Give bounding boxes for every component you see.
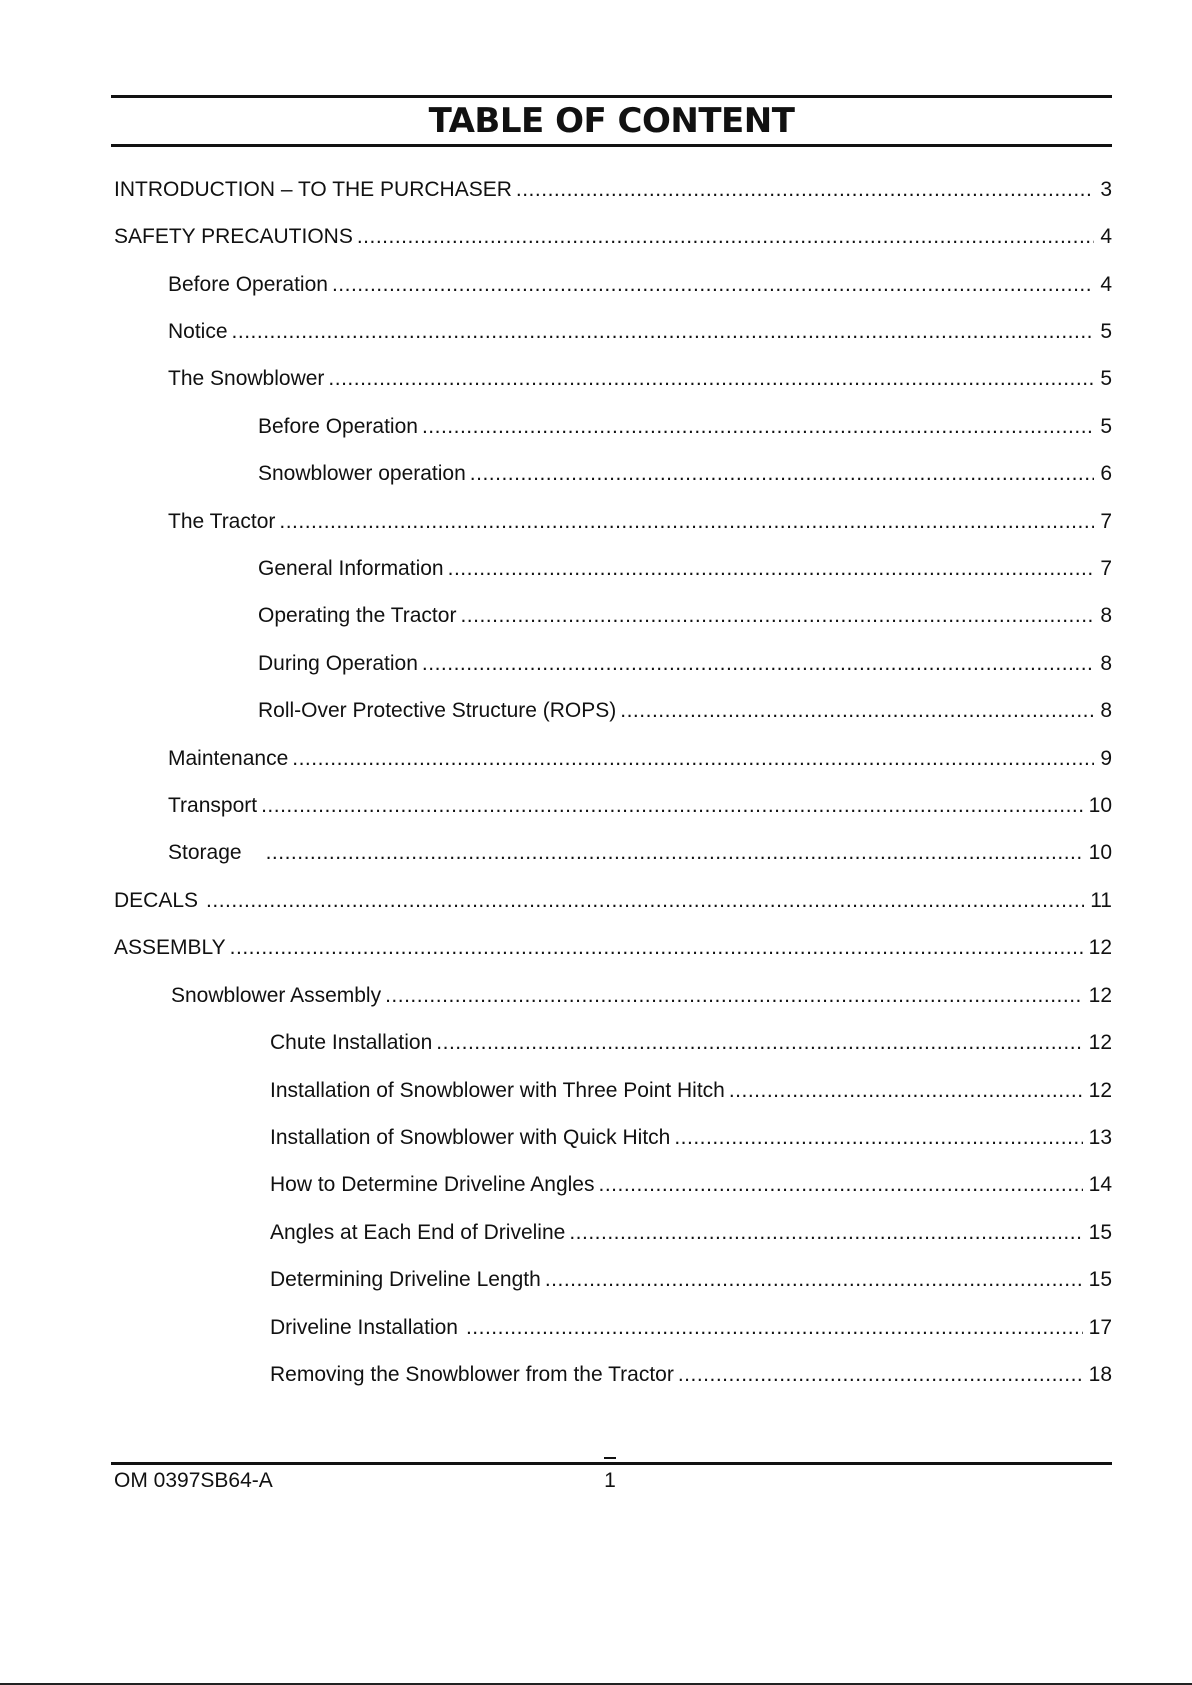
toc-entry-label: Chute Installation — [270, 1031, 433, 1054]
toc-entry[interactable] — [270, 1170, 1112, 1200]
toc-entry-label: Installation of Snowblower with Three Point Hitch — [270, 1079, 725, 1102]
toc-entry[interactable] — [270, 1028, 1112, 1058]
dot-leader — [357, 222, 1094, 252]
toc-entry-label: DECALS — [114, 889, 199, 912]
toc-entry[interactable] — [168, 317, 1112, 347]
toc-entry-label: SAFETY PRECAUTIONS — [114, 225, 353, 248]
dot-leader — [422, 649, 1094, 679]
toc-entry-label: The Snowblower — [168, 367, 325, 390]
toc-entry-label: Installation of Snowblower with Quick Hitch — [270, 1126, 671, 1149]
footer-rule — [111, 1462, 1112, 1465]
toc-entry-label: INTRODUCTION – TO THE PURCHASER — [114, 178, 512, 201]
dot-leader — [448, 554, 1095, 584]
toc-entry-page: 11 — [1090, 889, 1112, 912]
toc-entry-page: 7 — [1100, 510, 1112, 533]
toc-entry[interactable] — [168, 507, 1112, 537]
toc-entry[interactable] — [258, 649, 1112, 679]
toc-entry-page: 14 — [1088, 1173, 1112, 1196]
toc-entry-page: 12 — [1088, 1079, 1112, 1102]
toc-entry[interactable] — [168, 744, 1112, 774]
toc-entry-label: Snowblower Assembly — [171, 984, 382, 1007]
dot-leader — [674, 1123, 1082, 1153]
toc-entry-label: How to Determine Driveline Angles — [270, 1173, 595, 1196]
dot-leader — [729, 1076, 1083, 1106]
toc-entry-label: Removing the Snowblower from the Tractor — [270, 1363, 674, 1386]
toc-entry[interactable] — [258, 696, 1112, 726]
dot-leader — [569, 1218, 1082, 1248]
toc-entry-page: 6 — [1100, 462, 1112, 485]
toc-entry[interactable] — [168, 364, 1112, 394]
dot-leader — [598, 1170, 1082, 1200]
toc-entry-page: 12 — [1088, 936, 1112, 959]
toc-entry-page: 7 — [1100, 557, 1112, 580]
dot-leader — [206, 886, 1084, 916]
toc-entry-page: 18 — [1088, 1363, 1112, 1386]
toc-entry[interactable] — [270, 1360, 1112, 1390]
toc-entry-page: 3 — [1100, 178, 1112, 201]
toc-entry[interactable] — [270, 1123, 1112, 1153]
toc-entry[interactable] — [258, 412, 1112, 442]
toc-entry[interactable] — [171, 981, 1112, 1011]
toc-entry-page: 4 — [1100, 225, 1112, 248]
dot-leader — [436, 1028, 1082, 1058]
toc-entry-label: ASSEMBLY — [114, 936, 226, 959]
dot-leader — [460, 601, 1094, 631]
toc-entry-page: 10 — [1088, 841, 1112, 864]
toc-entry-page: 5 — [1100, 320, 1112, 343]
dot-leader — [545, 1265, 1083, 1295]
toc-entry[interactable] — [168, 270, 1112, 300]
dot-leader — [470, 459, 1095, 489]
document-code: OM 0397SB64-A — [114, 1469, 273, 1492]
toc-entry-page: 10 — [1088, 794, 1112, 817]
toc-entry[interactable] — [258, 459, 1112, 489]
dot-leader — [422, 412, 1094, 442]
toc-entry-page: 5 — [1100, 415, 1112, 438]
toc-entry-label: Before Operation — [168, 273, 328, 296]
toc-entry[interactable] — [258, 554, 1112, 584]
toc-entry-page: 15 — [1088, 1221, 1112, 1244]
toc-entry[interactable] — [114, 175, 1112, 205]
toc-entry-page: 8 — [1100, 652, 1112, 675]
toc-entry-page: 13 — [1088, 1126, 1112, 1149]
title-rule-bottom — [111, 144, 1112, 147]
dot-leader — [261, 791, 1083, 821]
toc-entry[interactable] — [114, 222, 1112, 252]
toc-entry[interactable] — [168, 838, 1112, 868]
toc-entry-page: 8 — [1100, 604, 1112, 627]
toc-entry[interactable] — [258, 601, 1112, 631]
page-title: TABLE OF CONTENT — [428, 101, 795, 141]
toc-entry-page: 5 — [1100, 367, 1112, 390]
toc-entry[interactable] — [168, 791, 1112, 821]
toc-entry-label: Storage — [168, 841, 242, 864]
toc-entry-label: Notice — [168, 320, 228, 343]
dot-leader — [332, 270, 1094, 300]
toc-entry-label: Determining Driveline Length — [270, 1268, 541, 1291]
dot-leader — [230, 933, 1083, 963]
toc-entry-page: 12 — [1088, 1031, 1112, 1054]
toc-entry-page: 4 — [1100, 273, 1112, 296]
toc-entry-label: Operating the Tractor — [258, 604, 457, 627]
dot-leader — [385, 981, 1083, 1011]
toc-entry-label: Roll-Over Protective Structure (ROPS) — [258, 699, 617, 722]
toc-entry-page: 17 — [1088, 1316, 1112, 1339]
toc-entry[interactable] — [270, 1313, 1112, 1343]
toc-entry-label: The Tractor — [168, 510, 276, 533]
page-number: 1 — [604, 1469, 616, 1492]
toc-entry-label: General Information — [258, 557, 444, 580]
dot-leader — [620, 696, 1094, 726]
toc-entry-page: 9 — [1100, 747, 1112, 770]
title-rule-top — [111, 95, 1112, 98]
toc-entry-page: 8 — [1100, 699, 1112, 722]
dot-leader — [279, 507, 1094, 537]
dot-leader — [328, 364, 1094, 394]
dot-leader — [678, 1360, 1083, 1390]
dot-leader — [232, 317, 1095, 347]
dot-leader — [466, 1313, 1083, 1343]
toc-entry-label: During Operation — [258, 652, 418, 675]
toc-entry-label: Maintenance — [168, 747, 289, 770]
footer-tick-mark — [604, 1457, 616, 1459]
toc-entry[interactable] — [270, 1218, 1112, 1248]
toc-entry[interactable] — [270, 1076, 1112, 1106]
toc-entry-label: Transport — [168, 794, 258, 817]
toc-entry-page: 15 — [1088, 1268, 1112, 1291]
toc-entry-label: Before Operation — [258, 415, 418, 438]
toc-entry[interactable] — [114, 886, 1112, 916]
toc-entry-page: 12 — [1088, 984, 1112, 1007]
toc-entry[interactable] — [114, 933, 1112, 963]
toc-entry[interactable] — [270, 1265, 1112, 1295]
toc-entry-label: Snowblower operation — [258, 462, 466, 485]
toc-entry-label: Driveline Installation — [270, 1316, 458, 1339]
dot-leader — [266, 838, 1083, 868]
dot-leader — [292, 744, 1094, 774]
dot-leader — [516, 175, 1094, 205]
toc-entry-label: Angles at Each End of Driveline — [270, 1221, 566, 1244]
